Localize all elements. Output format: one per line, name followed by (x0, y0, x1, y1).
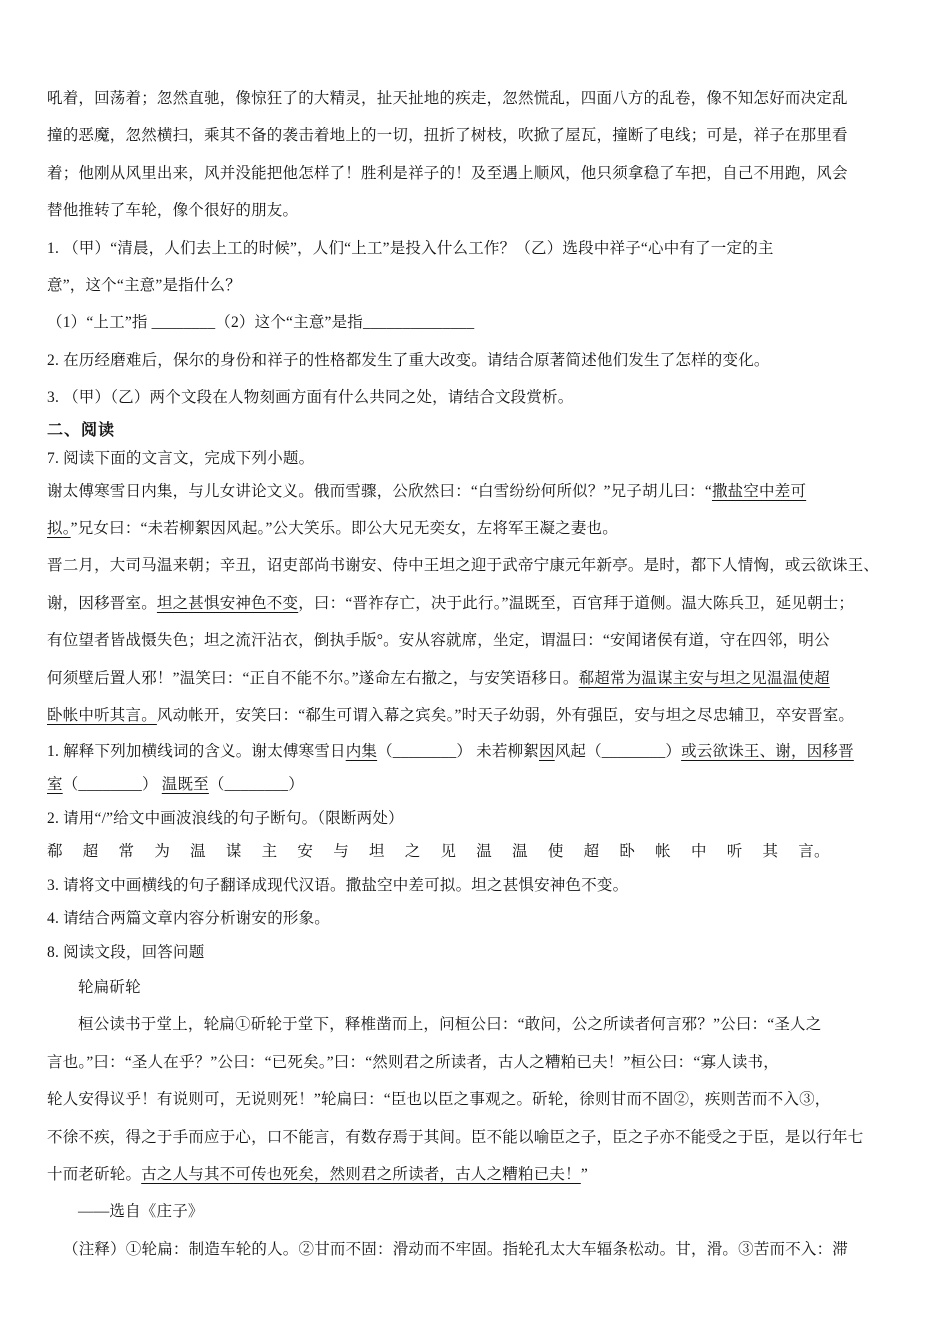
text-line (47, 936, 903, 970)
text-segment: （________） 未若柳絮 (377, 742, 539, 760)
text-segment: （1）“上工”指 ________（2）这个“主意”是指______________ (47, 314, 475, 332)
text-line (47, 192, 903, 229)
text-line (47, 735, 903, 769)
underlined-text: 拟。 (47, 520, 71, 538)
text-segment: （________） (208, 776, 304, 793)
text-segment: 风动帐开，安笑曰：“郗生可谓入幕之宾矣。”时天子幼弱，外有强臣，安与坦之尽忠辅卫，卒安晋室。 (156, 707, 855, 725)
text-segment: 7. 阅读下面的文言文，完成下列小题。 (47, 449, 315, 467)
underlined-text: 郗超常为温谋主安与坦之见温温使超 (578, 669, 830, 687)
text-segment: 替他推转了车轮，像个很好的朋友。 (47, 202, 299, 220)
text-line (47, 445, 903, 473)
text-line (47, 547, 903, 584)
text-segment: 意”，这个“主意”是指什么？ (47, 277, 241, 295)
text-line (47, 660, 903, 697)
text-segment: 谢太傅寒雪日内集，与儿女讲论文义。俄而雪骤，公欣然曰：“白雪纷纷何所似？”兄子胡儿曰：“ (47, 482, 712, 500)
text-line (47, 473, 903, 510)
text-line (47, 869, 903, 903)
text-line (47, 379, 903, 416)
text-segment: ”兄女曰：“未若柳絮因风起。”公大笑乐。即公大兄无奕女，左将军王凝之妻也。 (70, 520, 618, 538)
text-segment: 1. （甲）“清晨，人们去上工的时候”，人们“上工”是投入什么工作？（乙）选段中祥子“心中有了一定的主 (47, 239, 774, 257)
text-segment: 3. 请将文中画横线的句子翻译成现代汉语。撒盐空中差可拟。坦之甚惧安神色不变。 (47, 876, 629, 894)
text-line (47, 80, 903, 117)
text-segment: 8. 阅读文段，回答问题 (47, 943, 205, 961)
text-segment: 有位望者皆战慑失色；坦之流汗沾衣，倒执手版°。安从容就席，坐定，谓温曰：“安闻诸侯有道，守在四邻，明公 (47, 632, 830, 650)
text-line (47, 510, 903, 547)
text-line (47, 155, 903, 192)
text-segment: 撞的恶魔，忽然横扫，乘其不备的袭击着地上的一切，扭折了树枝，吹掀了屋瓦，撞断了电线；可是，祥子在那里看 (47, 127, 848, 145)
underlined-text: 或云欲诛王、谢，因移晋 (681, 742, 854, 760)
text-segment: 晋二月，大司马温来朝；辛丑，诏吏部尚书谢安、侍中王坦之迎于武帝宁康元年新亭。是时，都下人情恟，或云欲诛王、 (47, 557, 880, 575)
text-segment: ——选自《庄子》 (78, 1203, 204, 1221)
text-segment: 3. （甲）（乙）两个文段在人物刻画方面有什么共同之处，请结合文段赏析。 (47, 389, 574, 407)
text-segment: 4. 请结合两篇文章内容分析谢安的形象。 (47, 910, 331, 927)
underlined-text: 坦之甚惧安神色不变 (156, 594, 299, 612)
text-segment: 风起（________） (554, 742, 682, 760)
text-line (47, 802, 903, 836)
text-line (47, 585, 903, 622)
text-line (47, 267, 903, 304)
text-segment: 言也。”曰：“圣人在乎？”公曰：“已死矣。”曰：“然则君之所读者，古人之糟粕已夫！”桓公曰：“寡人读书， (47, 1053, 779, 1071)
text-line (47, 1156, 903, 1193)
text-segment: 何须壁后置人邪！”温笑曰：“正自不能不尔。”遂命左右撤之，与安笑语移日。 (47, 669, 579, 687)
underlined-text: 卧帐中听其言。 (47, 707, 157, 725)
text-segment: 郗 超 常 为 温 谋 主 安 与 坦 之 见 温 温 使 超 卧 帐 中 听 其 言。 (47, 843, 830, 860)
underlined-text: 温既至 (161, 776, 209, 793)
text-line (47, 768, 903, 802)
underlined-text: 撒盐空中差可 (711, 482, 807, 500)
text-line (47, 835, 903, 869)
text-line (47, 230, 903, 267)
text-line (47, 902, 903, 936)
text-line (47, 622, 903, 659)
text-segment: 桓公读书于堂上，轮扁①斫轮于堂下，释椎凿而上，问桓公曰：“敢问，公之所读者何言邪？”公曰：“圣人之 (78, 1016, 822, 1034)
text-line (47, 1081, 903, 1118)
text-segment: （注释）①轮扁：制造车轮的人。②甘而不固：滑动而不牢固。指轮孔太大车辐条松动。甘，滑。③苦而不入：滞 (63, 1240, 849, 1258)
text-segment: 1. 解释下列加横线词的含义。谢太傅寒雪日 (47, 742, 346, 760)
text-segment: 十而老斫轮。 (47, 1166, 142, 1184)
text-segment: 着；他刚从风里出来，风并没能把他怎样了！胜利是祥子的！及至遇上顺风，他只须拿稳了车把，自己不用跑，风会 (47, 164, 848, 182)
text-segment: 二、阅读 (47, 421, 116, 439)
underlined-text: 因 (539, 742, 555, 760)
text-line (47, 969, 903, 1006)
text-segment: 2. 在历经磨难后，保尔的身份和祥子的性格都发生了重大改变。请结合原著简述他们发生了怎样的变化。 (47, 351, 770, 369)
text-segment: ，曰：“晋祚存亡，决于此行。”温既至，百官拜于道侧。温大陈兵卫，延见朝士； (298, 594, 855, 612)
text-line (47, 1119, 903, 1156)
text-line (47, 304, 903, 341)
underlined-text: 室 (47, 776, 63, 793)
text-line (47, 417, 903, 445)
text-segment: 轮人安得议乎！有说则可，无说则死！”轮扁曰：“臣也以臣之事观之。斫轮，徐则甘而不固②，疾则苦而不入③， (47, 1091, 831, 1109)
text-line (47, 117, 903, 154)
text-segment: ” (580, 1166, 588, 1184)
text-segment: （________） (62, 776, 162, 793)
text-line (47, 1193, 903, 1230)
text-segment: 轮扁斫轮 (78, 979, 141, 996)
text-segment: 吼着，回荡着；忽然直驰，像惊狂了的大精灵，扯天扯地的疾走，忽然慌乱，四面八方的乱卷，像不知怎好而决定乱 (47, 90, 848, 107)
text-line (47, 697, 903, 734)
text-line (47, 1006, 903, 1043)
underlined-text: 古之人与其不可传也死矣，然则君之所读者，古人之糟粕已夫！ (141, 1166, 581, 1184)
text-line (47, 1044, 903, 1081)
underlined-text: 内集 (345, 742, 378, 760)
text-segment: 谢，因移晋室。 (47, 594, 157, 612)
text-line (47, 1231, 903, 1268)
text-segment: 2. 请用“/”给文中画波浪线的句子断句。（限断两处） (47, 809, 404, 827)
text-line (47, 342, 903, 379)
text-segment: 不徐不疾，得之于手而应于心，口不能言，有数存焉于其间。臣不能以喻臣之子，臣之子亦不能受之于臣，是以行年七 (47, 1128, 864, 1146)
